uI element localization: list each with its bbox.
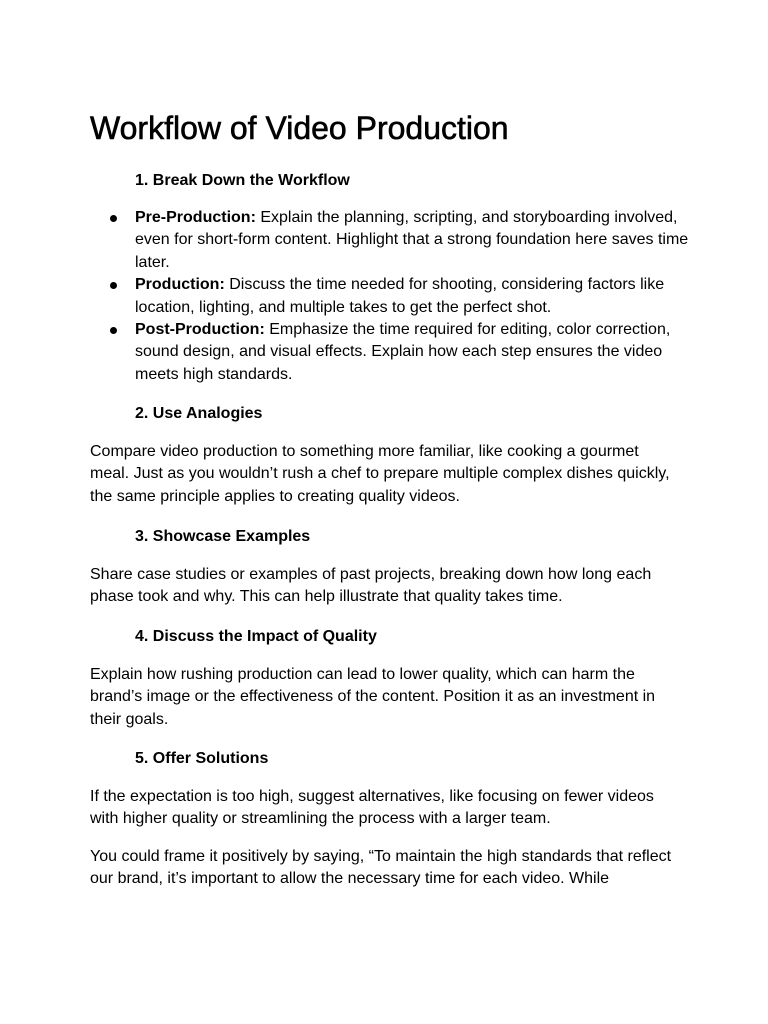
bullet-production <box>90 274 690 319</box>
bullet-term: Post-Production: <box>135 321 265 339</box>
section-body-examples: Share case studies or examples of past projects, breaking down how long each phase took and why. This can help illustrate that quality takes time. <box>90 566 652 606</box>
section-body-impact: Explain how rushing production can lead to lower quality, which can harm the brand’s image or the effectiveness of the content. Position it as an investment in their goals. <box>90 666 656 728</box>
section-body-analogies: Compare video production to something more familiar, like cooking a gourmet meal. Just as you wouldn’t rush a chef to prepare multiple complex dishes quickly, the same principle applies to creating quality videos. <box>90 443 670 505</box>
bullet-dot-icon <box>110 282 117 289</box>
section-heading-examples: 3. Showcase Examples <box>135 528 311 545</box>
bullet-dot-icon <box>110 327 117 334</box>
bullet-term: Production: <box>135 276 225 294</box>
closing-paragraph: You could frame it positively by saying, “To maintain the high standards that reflect our brand, it’s important to allow the necessary time for each video. While <box>90 848 672 888</box>
workflow-bullet-list <box>90 207 690 386</box>
bullet-text: Explain the planning, scripting, and storyboarding involved, even for short-form content. Highlight that a strong foundation here saves time later. <box>135 209 689 271</box>
bullet-term: Pre-Production: <box>135 209 256 226</box>
section-heading-break-down: 1. Break Down the Workflow <box>135 172 350 189</box>
bullet-dot-icon <box>110 215 117 222</box>
section-heading-impact: 4. Discuss the Impact of Quality <box>135 628 377 645</box>
bullet-post-production <box>90 319 690 386</box>
section-heading-solutions: 5. Offer Solutions <box>135 750 269 767</box>
bullet-pre-production <box>90 207 690 274</box>
section-heading-analogies: 2. Use Analogies <box>135 405 263 422</box>
bullet-text: Emphasize the time required for editing, color correction, sound design, and visual effects. Explain how each step ensures the video meets high standards. <box>135 321 671 383</box>
bullet-text: Discuss the time needed for shooting, considering factors like location, lighting, and multiple takes to get the perfect shot. <box>135 276 665 316</box>
document-title: Workflow of Video Production <box>90 110 509 146</box>
section-body-solutions: If the expectation is too high, suggest alternatives, like focusing on fewer videos with higher quality or streamlining the process with a larger team. <box>90 788 654 828</box>
